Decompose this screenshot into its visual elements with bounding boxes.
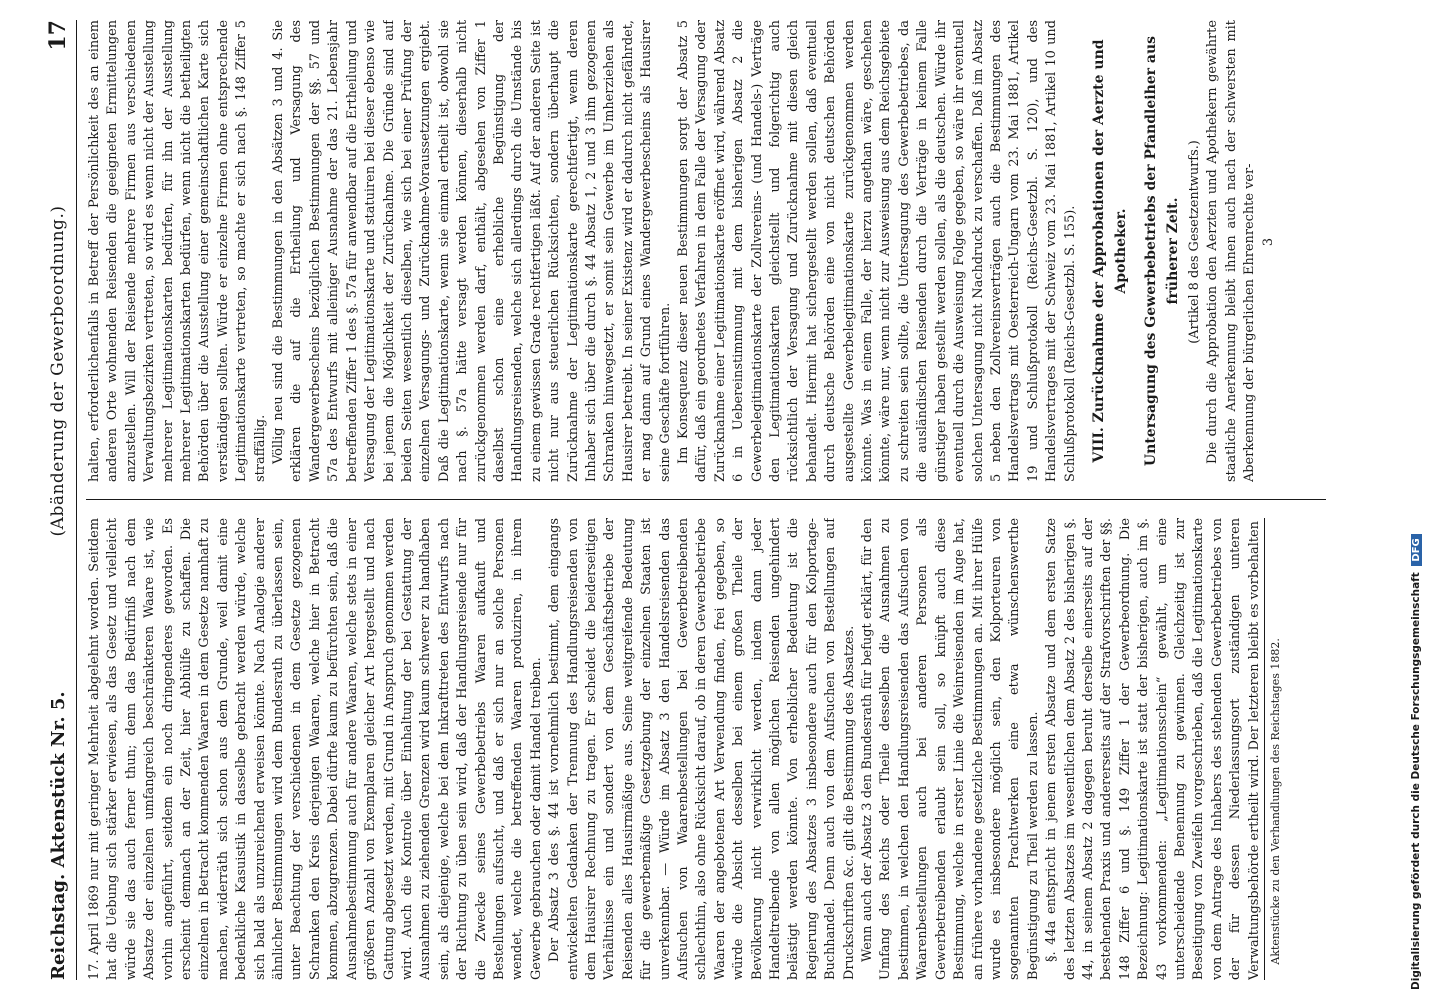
paragraph: halten, erforderlichenfalls in Betreff der Persönlichkeit des an einem anderen Orte wohnenden Reisenden die geeigneten Ermittelungen anzustellen. Will der Reisende mehrere Firmen aus verschiedenen Verwaltungsbezirken vertreten, so wird es wenn nicht der Ausstellung mehrerer Legitimationskarten bedürfen, für ihn der Ausstellung mehrerer Legitimationskarten bedürfen, wenn nicht die betheiligten Behörden über die Ausstellung einer gemeinschaftlichen Karte sich verständigen sollten. Würde er einzelne Firmen ohne entsprechende Legitimationskarte vertreten, so machte er sich nach §. 148 Ziffer 5 straffällig. bbox=[87, 20, 268, 482]
column-divider bbox=[86, 499, 1326, 500]
paragraph: §. 44a entspricht in jenem ersten Absatze und dem ersten Satze des letzten Absatzes im wesentlichen dem Absatz 2 des bisherigen §. 44, in seinem Absatz 2 dagegen beruht derselbe einerseits auf der bestehenden Praxis und andererseits auf der Strafvorschriften der §§. 148 Ziffer 6 und §. 149 Ziffer 1 der Gewerbeordnung. Die Bezeichnung: Legitimationskarte ist statt der bisherigen, auch im §. 43 vorkommenden: „Legitimationsschein“ gewählt, um eine unterscheidende Benennung zu gewinnen. Gleichzeitig ist zur Beseitigung von Zweifeln vorgeschrieben, daß die Legitimationskarte von dem Antrage des Inhabers des stehenden Gewerbebetriebes von der für dessen Niederlassungsort zuständigen unteren Verwaltungsbehörde ertheilt wird. Der letzteren bleibt es vorbehalten bbox=[1044, 518, 1262, 980]
section-article-ref: (Artikel 8 des Gesetzentwurfs.) bbox=[1186, 140, 1202, 344]
paragraph: Der Absatz 3 des §. 44 ist vornehmlich bestimmt, dem eingangs entwickelten Gedanken der Trennung des Handlungsreisenden von dem Hausirer Rechnung zu tragen. Er scheidet die beiderseitigen Verhältnisse ein und sondert von dem Geschäftsbetriebe der Reisenden alles Hausirmäßige aus. Seine weitgreifende Bedeutung für die gewerbemäßige Gesetzgebung der einzelnen Staaten ist unverkennbar. — Würde im Absatz 3 den Handelsreisenden das Aufsuchen von Waarenbestellungen bei Gewerbetreibenden schlechthin, also ohne Rücksicht darauf, ob in deren Gewerbebetriebe Waaren der angebotenen Art Verwendung finden, frei gegeben, so würde die Absicht desselben bei einem großen Theile der Bevölkerung nicht verwirklicht werden, indem dann jeder Handeltreibende von allen möglichen Reisenden ungehindert belästigt werden könnte. Von erheblicher Bedeutung ist die Regierung des Absatzes 3 insbesondere auch für den Kolportage-Buchhandel. Denn auch von dem Aufsuchen von Bestellungen auf Druckschriften &c. gilt die Bestimmung des Absatzes. bbox=[547, 518, 857, 980]
paragraph: Wenn auch der Absatz 3 den Bundesrath für befugt erklärt, für den Umfang des Reichs oder Theile desselben die Ausnahmen zu bestimmen, in welchen den Handlungsreisenden das Aufsuchen von Waarenbestellungen auch bei anderen Personen als Gewerbetreibenden erlaubt sein soll, so knüpft auch diese Bestimmung, welche in erster Linie die Weinreisenden im Auge hat, an frühere vorhandene gesetzliche Bestimmungen an. Mit ihrer Hülfe wurde es insbesondere möglich sein, den Kolporteuren von sogenannten Prachtwerken eine etwa wünschenswerthe Begünstigung zu Theil werden zu lassen. bbox=[860, 518, 1041, 980]
paragraph: Die durch die Approbation den Aerzten und Apothekern gewährte staatliche Anerkennung bleibt ihnen auch nach der schwersten mit Aberkennung der bürgerlichen Ehrenrechte ver- bbox=[1205, 20, 1258, 482]
signature-mark: 3 bbox=[1260, 237, 1276, 247]
section-number: VIII. bbox=[1090, 427, 1107, 463]
paragraph: 17. April 1869 nur mit geringer Mehrheit abgelehnt worden. Seitdem hat die Uebung sich stärker erwiesen, als das Gesetz und vielleicht würde sie das auch ferner thun; denn das Bedürfniß nach dem Absatze der einzelnen umfangreich beschränkteren Waare ist, wie vorhin angeführt, seitdem ein noch dringenderes geworden. Es erscheint demnach an der Zeit, hier Abhülfe zu schaffen. Die einzelnen in Betracht kommenden Waaren in dem Gesetze namhaft zu machen, widerräth sich schon aus dem Grunde, weil damit eine bedenkliche Kasuistik in dasselbe gebracht werden würde, welche sich bald als unzureichend erweisen könnte. Nach Analogie anderer ähnlicher Bestimmungen wird dem Bundesrath zu überlassen sein, unter Beachtung der verschiedenen in dem Gesetze gezogenen Schranken den Kreis derjenigen Waaren, welche hier in Betracht kommen, abzugrenzen. Dabei dürfte kaum zu befürchten sein, daß die Ausnahmebestimmung auch für andere Waaren, welche stets in einer größeren Anzahl von Exemplaren gleicher Art hergestellt und nach Gattung abgesetzt werden, mit Grund in Anspruch genommen werden wird. Auch die Kontrole über Einhaltung der bei Gestattung der Ausnahmen zu ziehenden Grenzen wird kaum schwerer zu handhaben sein, als diejenige, welche bei dem Inkrafttreten des Entwurfs nach der Richtung zu üben sein wird, daß der Handlungsreisende nur für die Zwecke seines Gewerbebetriebs Waaren aufkauft und Bestellungen aufsucht, und daß er sich nur an solche Personen wendet, welche die betreffenden Waaren produziren, in ihrem Gewerbe gebrauchen oder damit Handel treiben. bbox=[87, 518, 544, 980]
paragraph: Völlig neu sind die Bestimmungen in den Absätzen 3 und 4. Sie erklären die auf die Ertheilung und Versagung des Wandergewerbescheins bezüglichen Bestimmungen der §§. 57 und 57a des Entwurfs mit alleiniger Ausnahme der das 21. Lebensjahr betreffenden Ziffer 1 des §. 57a für anwendbar auf die Ertheilung und Versagung der Legitimationskarte und statuiren bei dieser ebenso wie bei jenem die Möglichkeit der Zurücknahme. Die Gründe sind auf beiden Seiten wesentlich dieselben, wie sich bei einer Prüfung der einzelnen Versagungs- und Zurücknahme-Voraussetzungen ergiebt. Daß die Legitimationskarte, wenn sie einmal ertheilt ist, obwohl sie nach §. 57a hätte versagt werden können, dieserhalb nicht zurückgenommen werden darf, enthält, abgesehen von Ziffer 1 daselbst schon eine erhebliche Begünstigung der Handlungsreisenden, welche sich allerdings durch die Umstände bis zu einem gewissen Grade rechtfertigen läßt. Auf der anderen Seite ist nicht nur aus steuerlichen Rücksichten, sondern überhaupt die Zurücknahme der Legitimationskarte gerechtfertigt, wenn deren Inhaber sich über die durch §. 44 Absatz 1, 2 und 3 ihm gezogenen Schranken hinwegsetzt, er somit sein Gewerbe im Umherziehen als Hausirer betreibt. In seiner Existenz wird er dadurch nicht gefährdet, er mag dann auf Grund eines Wandergewerbescheins als Hausirer seine Geschäfte fortführen. bbox=[271, 20, 673, 482]
credit-text: Digitalisierung gefördert durch die Deutsche Forschungsgemeinschaft bbox=[1410, 572, 1422, 990]
header-left: Reichstag. Aktenstück Nr. 5. bbox=[47, 691, 69, 980]
page-number: 17 bbox=[45, 20, 71, 51]
page-header bbox=[40, 20, 77, 980]
paragraph: Im Konsequenz dieser neuen Bestimmungen sorgt der Absatz 5 dafür, daß ein geordnetes Verfahren in dem Falle der Versagung oder Zurücknahme einer Legitimationskarte eröffnet wird, während Absatz 6 in Uebereinstimmung mit dem bisherigen Absatz 2 die Gewerbelegitimationskarte der Zollvereins- (und Handels-) Verträge den Legitimationskarten gleichstellt und folgerichtig auch rücksichtlich der Versagung und Zurücknahme mit diesen gleich behandelt. Hiermit hat sichergestellt werden sollen, daß eventuell durch deutsche Behörden eine von nicht deutschen Behörden ausgestellte Gewerbelegitimationskarte zurückgenommen werden könnte. Was in einem Falle, der hierzu angethan wäre, geschehen könnte, wäre nur, wenn nicht zur Ausweisung aus dem Reichsgebiete zu schreiten sein sollte, die Untersagung des Gewerbebetriebes, da die ausländischen Reisenden durch die Verträge in keinem Falle günstiger haben gestellt werden sollen, als die deutschen. Würde ihr eventuell durch die Ausweisung Folge gegeben, so wäre ihr eventuell solchen Untersagung nicht Nachdruck zu verschaffen. Daß im Absatz 5 neben den Zollvereinsverträgen auch die Bestimmungen des Handelsvertrags mit Oesterreich-Ungarn vom 23. Mai 1881, Artikel 19 und Schlußprotokoll (Reichs-Gesetzbl. S. 120), und des Handelsvertrages mit der Schweiz vom 23. Mai 1881, Artikel 10 und Schlußprotokoll (Reichs-Gesetzbl. S. 155). bbox=[676, 20, 1078, 482]
section-title-1: Zurücknahme der Approbationen der Aerzte und Apotheker. bbox=[1090, 39, 1129, 423]
dfg-logo: DFG bbox=[1411, 534, 1422, 565]
section-subheading: Untersagung des Gewerbebetriebs der Pfandleiher aus früherer Zeit. bbox=[1142, 35, 1181, 467]
digitization-credit bbox=[1410, 10, 1422, 990]
text-column-left bbox=[86, 518, 1326, 980]
header-center: (Abänderung der Gewerbeordnung.) bbox=[48, 205, 68, 537]
text-column-right bbox=[86, 20, 1326, 482]
section-heading bbox=[1088, 20, 1132, 482]
rotated-page-content bbox=[40, 20, 1340, 980]
footnote: Aktenstücke zu den Verhandlungen des Reichstages 1882. bbox=[1264, 518, 1283, 980]
